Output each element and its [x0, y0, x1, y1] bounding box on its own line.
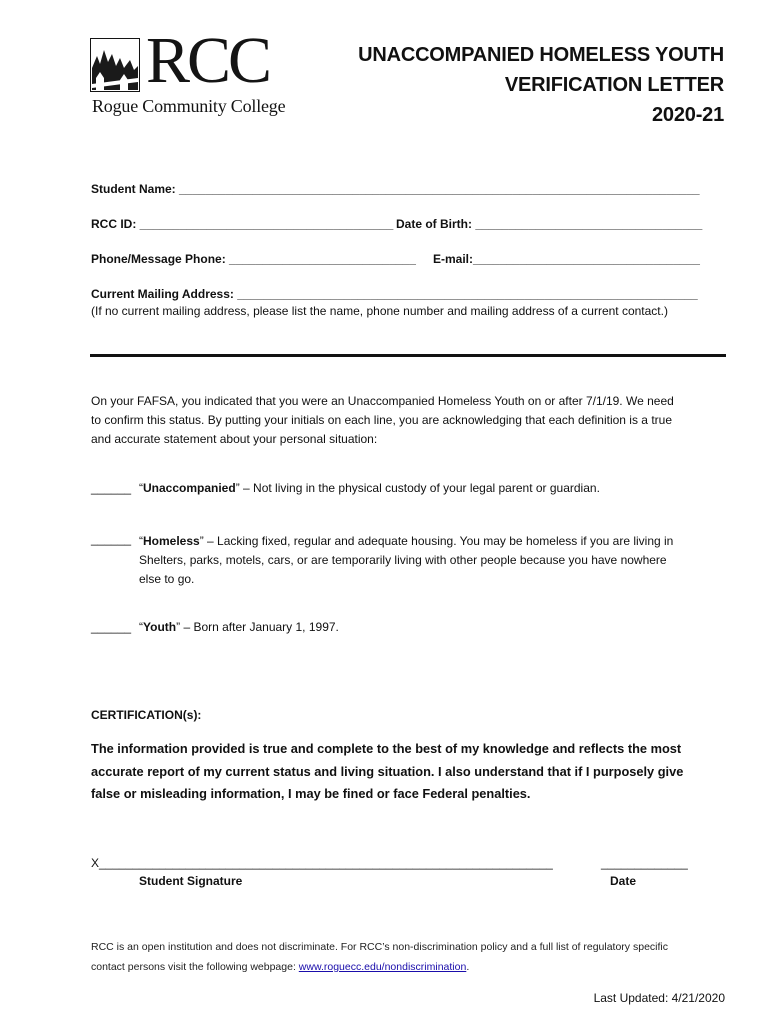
footer-text: contact persons visit the following webpage: — [91, 960, 299, 973]
date-line[interactable]: _____________ — [601, 856, 688, 870]
definition-text: else to go. — [139, 572, 195, 586]
logo-letters: RCC — [146, 24, 270, 97]
intro-line: and accurate statement about your personal situation: — [91, 432, 378, 446]
footer-line: RCC is an open institution and does not discriminate. For RCC’s non-discrimination policy and a full list of regulatory specific — [91, 941, 668, 953]
definition-youth: “Youth” – Born after January 1, 1997. — [139, 620, 339, 634]
definition-term: Unaccompanied — [143, 481, 236, 495]
definition-term: Youth — [143, 620, 177, 634]
initials-blank-youth[interactable]: ______ — [91, 620, 132, 634]
mailing-address-note: (If no current mailing address, please list the name, phone number and mailing address of a current contact.) — [91, 304, 668, 318]
certification-statement — [91, 738, 683, 806]
document-title — [358, 40, 724, 130]
definition-text: Shelters, parks, motels, cars, or are temporarily living with other people because you have nowhere — [139, 553, 667, 567]
student-signature-label: Student Signature — [139, 874, 243, 888]
definition-text: – Lacking fixed, regular and adequate housing. You may be homeless if you are living in — [203, 534, 674, 548]
title-line-2: VERIFICATION LETTER — [504, 74, 724, 96]
footer-text: . — [466, 960, 470, 973]
mailing-address-field[interactable]: Current Mailing Address: _____________________________________________________________________ — [91, 287, 698, 301]
section-divider — [90, 354, 726, 357]
definition-homeless: “Homeless” – Lacking fixed, regular and adequate housing. You may be homeless if you are living in Shelters, parks, motels, cars, or are temporarily living with other people because you have nowhere else to go. — [139, 532, 673, 589]
footer-line — [91, 958, 668, 978]
tree-mountain-logo-icon — [90, 38, 140, 92]
certification-line: false or misleading information, I may be fined or face Federal penalties. — [91, 786, 531, 801]
logo-subtitle: Rogue Community College — [92, 96, 286, 116]
signature-line[interactable]: X____________________________________________________________________ — [91, 856, 553, 870]
intro-paragraph — [91, 392, 731, 449]
intro-line: On your FAFSA, you indicated that you were an Unaccompanied Homeless Youth on or after 7/1/19. We need — [91, 394, 674, 408]
title-line-1: UNACCOMPANIED HOMELESS YOUTH — [358, 44, 724, 66]
certification-line: accurate report of my current status and living situation. I also understand that if I purposely give — [91, 763, 684, 779]
definition-term: Homeless — [143, 534, 200, 548]
nondiscrimination-link[interactable]: www.roguecc.edu/nondiscrimination — [298, 960, 467, 973]
rcc-id-field[interactable]: RCC ID: ______________________________________ — [91, 217, 394, 231]
definition-unaccompanied: “Unaccompanied” – Not living in the physical custody of your legal parent or guardian. — [139, 481, 600, 495]
email-field[interactable]: E-mail:__________________________________ — [433, 252, 700, 266]
initials-blank-homeless[interactable]: ______ — [91, 532, 132, 546]
date-label: Date — [610, 874, 637, 888]
certification-heading: CERTIFICATION(s): — [91, 708, 202, 722]
certification-line: The information provided is true and complete to the best of my knowledge and reflects the most — [91, 741, 682, 756]
date-of-birth-field[interactable]: Date of Birth: __________________________________ — [396, 217, 703, 231]
non-discrimination-statement — [91, 938, 668, 977]
initials-blank-unaccompanied[interactable]: ______ — [91, 481, 132, 495]
intro-line: to confirm this status. By putting your initials on each line, you are acknowledging that each definition is a true — [91, 413, 672, 427]
last-updated: Last Updated: 4/21/2020 — [593, 991, 725, 1005]
title-line-3: 2020-21 — [652, 104, 724, 126]
definition-text: – Born after January 1, 1997. — [180, 620, 339, 634]
student-name-field[interactable]: Student Name: ______________________________________________________________________________ — [91, 182, 700, 196]
phone-field[interactable]: Phone/Message Phone: ____________________________ — [91, 252, 416, 266]
definition-text: – Not living in the physical custody of your legal parent or guardian. — [239, 481, 600, 495]
